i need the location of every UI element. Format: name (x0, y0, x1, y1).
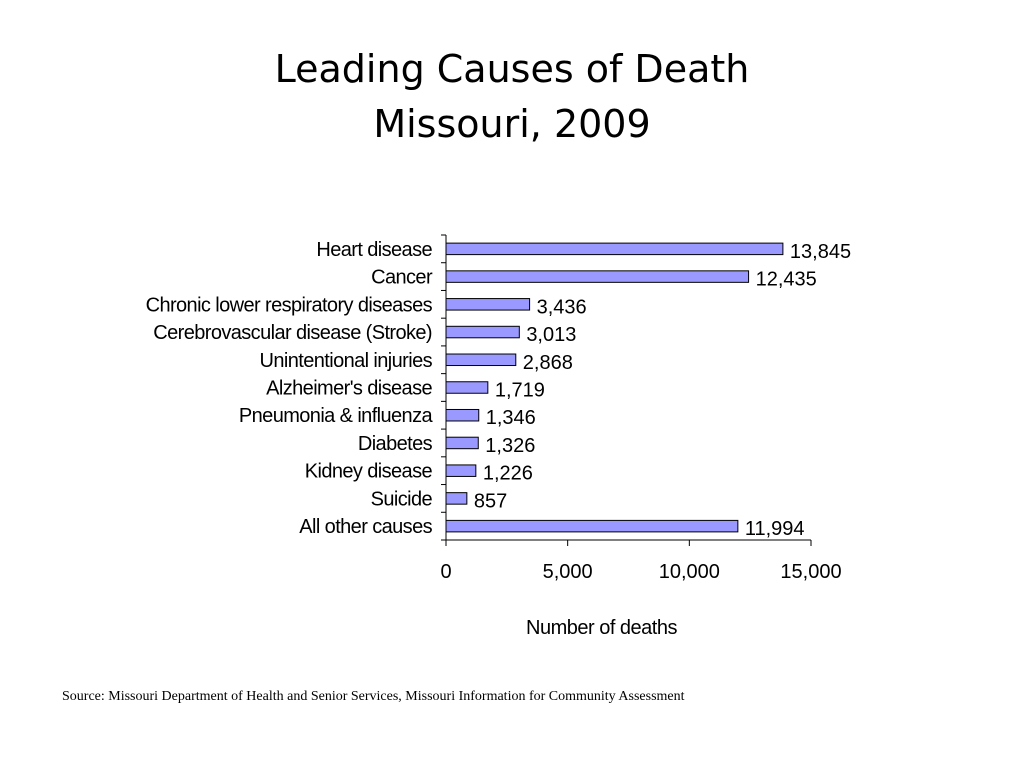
category-label: Cancer (371, 266, 432, 289)
data-label: 11,994 (744, 518, 805, 541)
category-label: Pneumonia & influenza (238, 405, 432, 428)
bar (446, 354, 516, 366)
data-label: 2,868 (522, 351, 573, 374)
category-label: Suicide (370, 488, 432, 511)
bar (446, 493, 467, 505)
bar (446, 271, 749, 283)
category-label: All other causes (299, 516, 432, 539)
chart-title-line1: Leading Causes of Death (274, 47, 750, 91)
bar (446, 243, 783, 255)
chart-title-line2: Missouri, 2009 (373, 102, 651, 146)
data-label: 1,326 (485, 434, 536, 457)
bar (446, 437, 478, 449)
source-note: Source: Missouri Department of Health and Senior Services, Missouri Information for Community Assessment (62, 689, 685, 704)
bar (446, 326, 519, 338)
category-label: Chronic lower respiratory diseases (145, 294, 432, 317)
data-label: 1,226 (482, 462, 533, 485)
category-label: Alzheimer's disease (266, 377, 432, 400)
data-label: 857 (473, 490, 508, 513)
x-axis-label: Number of deaths (526, 617, 677, 639)
bar (446, 299, 530, 311)
data-label: 1,346 (485, 407, 536, 430)
bar (446, 382, 488, 394)
x-tick-label: 10,000 (658, 561, 720, 583)
data-label: 3,013 (526, 324, 577, 347)
category-label: Kidney disease (304, 460, 432, 483)
category-label: Heart disease (316, 238, 432, 261)
data-label: 3,436 (536, 296, 587, 319)
x-tick-label: 0 (440, 561, 452, 583)
data-label: 12,435 (755, 268, 817, 291)
bar (446, 465, 476, 477)
bar (446, 409, 479, 421)
x-tick-label: 15,000 (780, 561, 842, 583)
bar (446, 520, 738, 532)
category-label: Cerebrovascular disease (Stroke) (153, 322, 432, 345)
data-label: 1,719 (494, 379, 545, 402)
category-label: Diabetes (357, 432, 432, 455)
category-label: Unintentional injuries (259, 349, 432, 372)
data-label: 13,845 (789, 240, 852, 263)
x-tick-label: 5,000 (542, 561, 593, 583)
